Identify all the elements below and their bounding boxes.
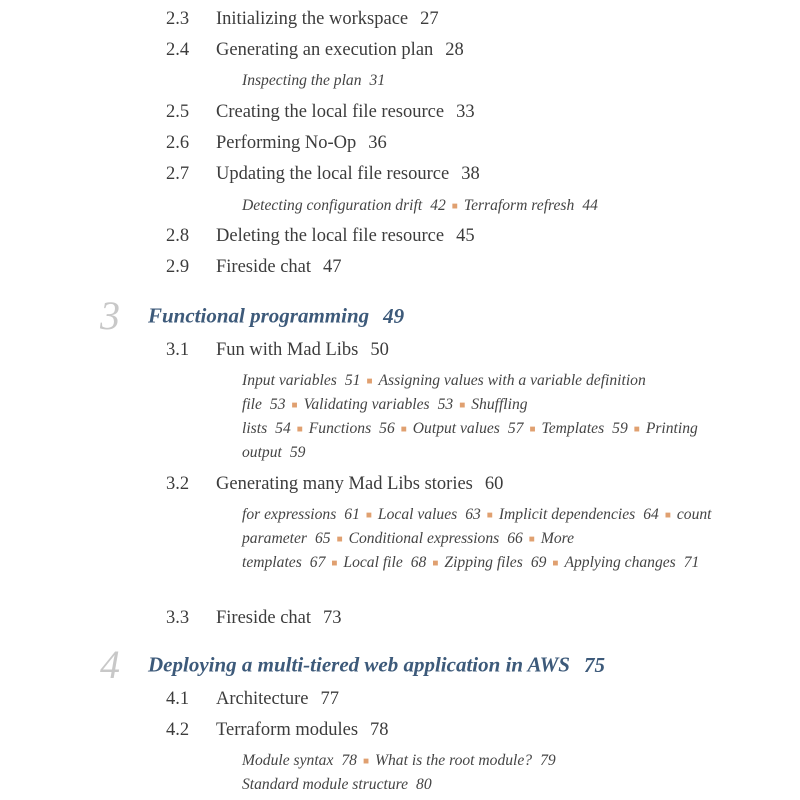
page-number: 45 (456, 226, 475, 246)
subentry-title: Applying changes (564, 553, 676, 571)
subentry-title: Terraform refresh (463, 197, 575, 214)
toc-subentries (242, 369, 712, 464)
toc-subentries (242, 69, 712, 92)
page-number: 78 (370, 720, 389, 740)
page-number: 56 (379, 419, 395, 437)
page-number: 28 (445, 40, 464, 60)
page-number: 27 (420, 9, 439, 29)
section-number: 3.2 (166, 474, 190, 494)
toc-entry (166, 472, 503, 496)
section-title: Terraform modules (216, 720, 359, 740)
section-title: Fireside chat (216, 257, 312, 277)
page-number: 73 (323, 608, 342, 628)
bullet-separator-icon: ■ (633, 423, 640, 435)
page-number: 61 (344, 506, 360, 523)
toc-entry (166, 100, 475, 124)
section-number: 3.1 (166, 340, 190, 360)
subentry-title: More templates (242, 529, 575, 571)
page-number: 53 (437, 395, 454, 413)
page-number: 42 (430, 197, 446, 214)
subentry-title: count parameter (242, 506, 712, 547)
subentry-title: Implicit dependencies (498, 506, 636, 523)
subentry-title: Input variables (242, 372, 337, 389)
toc-entry (166, 255, 342, 279)
page-number: 78 (341, 752, 357, 769)
subentry-title: Zipping files (444, 553, 523, 571)
toc-entry (166, 7, 439, 31)
page-number: 60 (484, 474, 504, 494)
section-title: Deleting the local file resource (216, 226, 445, 246)
section-number: 2.8 (166, 226, 190, 246)
section-title: Generating an execution plan (216, 40, 434, 60)
toc-entry (166, 606, 342, 630)
subentry-title: Validating variables (303, 395, 430, 413)
bullet-separator-icon: ■ (486, 509, 493, 521)
section-title: Updating the local file resource (216, 164, 450, 184)
page-number: 77 (320, 689, 339, 709)
bullet-separator-icon: ■ (331, 557, 338, 569)
page-number: 47 (323, 257, 342, 277)
page-number: 71 (683, 553, 700, 571)
section-number: 2.6 (166, 133, 190, 153)
chapter-title: Deploying a multi-tiered web application in AWS (148, 652, 570, 677)
bullet-separator-icon: ■ (362, 755, 370, 767)
page-number: 33 (456, 102, 475, 122)
bullet-separator-icon: ■ (400, 423, 407, 435)
subentry-title: Detecting configuration drift (242, 197, 423, 214)
page-number: 65 (314, 529, 331, 547)
bullet-separator-icon: ■ (552, 557, 559, 569)
toc-subentries (242, 749, 712, 796)
section-title: Creating the local file resource (216, 102, 445, 122)
section-number: 2.3 (166, 9, 190, 29)
section-title: Fireside chat (216, 608, 312, 628)
page-number: 36 (368, 133, 387, 153)
subentry-title: Module syntax (242, 752, 334, 769)
bullet-separator-icon: ■ (336, 533, 343, 545)
page-number: 38 (461, 164, 480, 184)
bullet-separator-icon: ■ (432, 557, 439, 569)
toc-entry (166, 131, 387, 155)
section-title: Fun with Mad Libs (216, 340, 359, 360)
bullet-separator-icon: ■ (296, 423, 303, 435)
subentry-title: Local file (343, 553, 403, 571)
page-number: 80 (416, 775, 432, 793)
bullet-separator-icon: ■ (366, 375, 373, 387)
toc-subentries (242, 194, 712, 218)
toc-entry (166, 224, 475, 248)
section-number: 2.7 (166, 164, 190, 184)
section-number: 2.4 (166, 40, 190, 60)
chapter-heading (100, 642, 605, 687)
page-number: 68 (410, 553, 427, 571)
bullet-separator-icon: ■ (528, 533, 535, 545)
toc-entry (166, 38, 464, 62)
page-number: 64 (643, 506, 659, 523)
page-number: 59 (612, 419, 628, 437)
page-number: 31 (369, 72, 386, 89)
bullet-separator-icon: ■ (459, 399, 466, 411)
page-number: 66 (507, 529, 523, 547)
page-number: 63 (465, 506, 481, 523)
subentry-title: Assigning values with a variable definition file (242, 372, 646, 413)
section-number: 2.5 (166, 102, 190, 122)
page-number: 59 (289, 443, 306, 461)
toc-subentries (242, 503, 712, 575)
section-title: Architecture (216, 689, 309, 709)
section-number: 2.9 (166, 257, 190, 277)
chapter-number: 3 (100, 293, 120, 338)
bullet-separator-icon: ■ (664, 509, 671, 521)
section-number: 4.2 (166, 720, 190, 740)
subentry-title: Functions (308, 419, 372, 437)
page-number: 51 (344, 372, 361, 389)
section-number: 3.3 (166, 608, 190, 628)
page-number: 53 (269, 395, 286, 413)
section-title: Initializing the workspace (216, 9, 409, 29)
section-title: Generating many Mad Libs stories (216, 474, 473, 494)
page-number: 79 (540, 752, 556, 769)
subentry-title: Inspecting the plan (242, 72, 362, 89)
section-title: Performing No-Op (216, 133, 357, 153)
page-number: 50 (370, 340, 389, 360)
subentry-title: Local values (377, 506, 458, 523)
chapter-page-number: 49 (383, 303, 405, 328)
subentry-title: Printing output (242, 419, 698, 461)
toc-entry (166, 687, 339, 711)
page-number: 54 (275, 419, 291, 437)
page-number: 44 (582, 197, 598, 214)
bullet-separator-icon: ■ (451, 200, 458, 212)
toc-entry (166, 162, 480, 186)
page-number: 69 (530, 553, 547, 571)
chapter-number: 4 (100, 642, 120, 687)
chapter-title: Functional programming (148, 303, 370, 328)
subentry-title: What is the root module? (375, 752, 533, 769)
page-number: 67 (309, 553, 326, 571)
subentry-title: Templates (541, 419, 605, 437)
bullet-separator-icon: ■ (365, 509, 372, 521)
subentry-title: Conditional expressions (348, 529, 500, 547)
toc-entry (166, 718, 389, 742)
subentry-title: Standard module structure (242, 775, 409, 793)
subentry-title: Shuffling lists (242, 395, 528, 437)
subentry-title: Output values (412, 419, 500, 437)
bullet-separator-icon: ■ (529, 423, 536, 435)
toc-entry (166, 338, 389, 362)
section-number: 4.1 (166, 689, 190, 709)
page-number: 57 (507, 419, 524, 437)
subentry-title: for expressions (242, 506, 337, 523)
chapter-heading (100, 293, 405, 338)
chapter-page-number: 75 (583, 652, 605, 677)
bullet-separator-icon: ■ (291, 399, 298, 411)
